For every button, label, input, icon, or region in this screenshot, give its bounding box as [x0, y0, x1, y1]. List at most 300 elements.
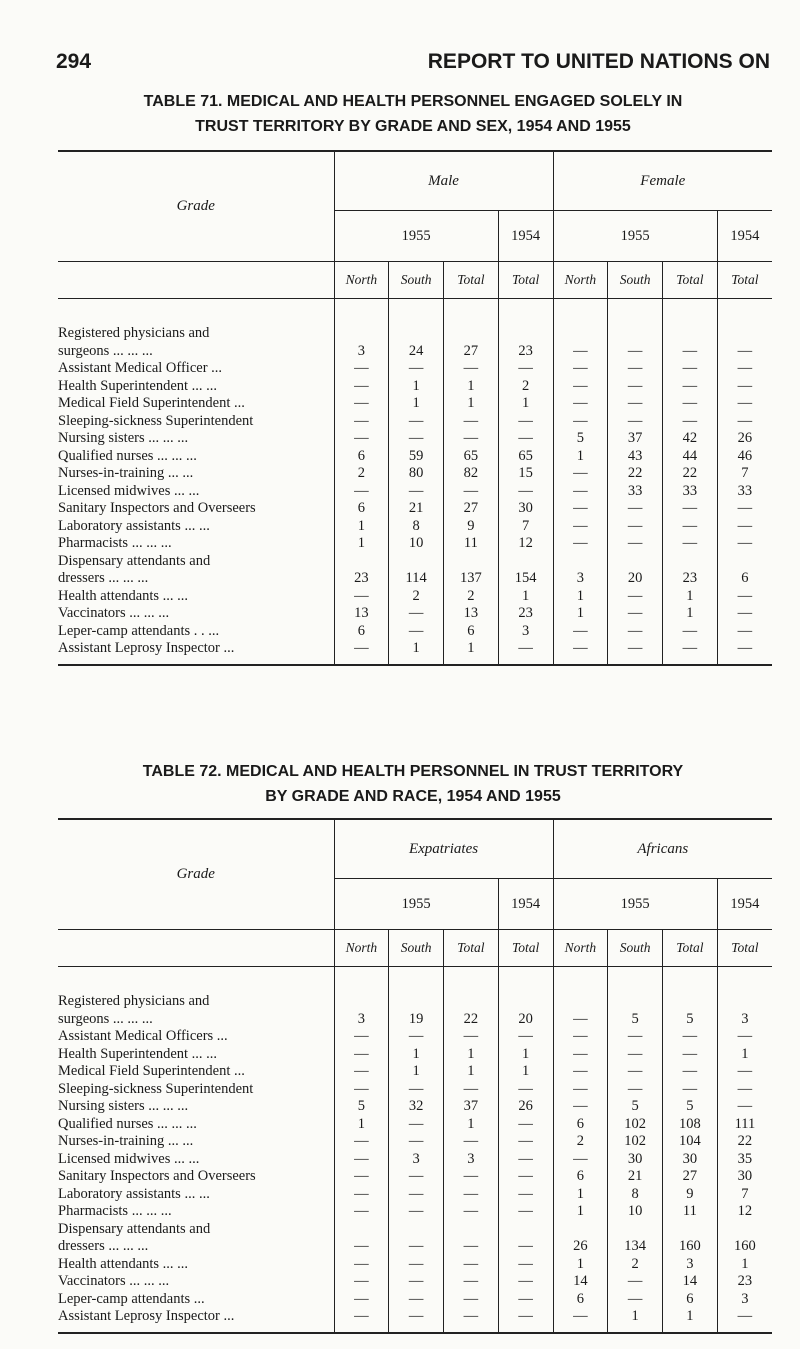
table-row [58, 1028, 772, 1046]
value-cell-total-1954: — [498, 1168, 553, 1186]
grade-label: Leper-camp attendants ... [58, 1290, 205, 1307]
value-cell-north-1955: 1 [334, 535, 389, 553]
value-cell-north-1955-b: 1 [553, 1203, 608, 1221]
grade-label: Health Superintendent ... ... [58, 377, 218, 394]
table-row [58, 1308, 772, 1333]
value-cell-total-1954-b: 22 [717, 1133, 772, 1151]
value-cell-north-1955-b: — [553, 518, 608, 536]
value-cell-total-1954: — [498, 1028, 553, 1046]
table-72-title-line-2: BY GRADE AND RACE, 1954 AND 1955 [265, 788, 561, 805]
value-cell-total-1955-b: 33 [663, 483, 718, 501]
value-cell-south-1955-b: — [608, 623, 663, 641]
value-cell-total-1955: — [444, 1256, 499, 1274]
value-cell-south-1955-b: — [608, 1081, 663, 1099]
table-row [58, 465, 772, 483]
value-cell-north-1955-b [553, 993, 608, 1011]
grade-label: Laboratory assistants ... ... [58, 1185, 210, 1202]
value-cell-north-1955-b: 3 [553, 570, 608, 588]
value-cell-total-1955-b: — [663, 395, 718, 413]
male-north-header: North [334, 262, 389, 299]
value-cell-south-1955: 3 [389, 1151, 444, 1169]
value-cell-south-1955: 1 [389, 378, 444, 396]
value-cell-total-1955: 27 [444, 500, 499, 518]
value-cell-total-1955: — [444, 1308, 499, 1333]
value-cell-south-1955: — [389, 623, 444, 641]
spacer-cell [498, 299, 553, 326]
value-cell-north-1955: — [334, 1203, 389, 1221]
value-cell-total-1954-b: 3 [717, 1011, 772, 1029]
spacer-cell [58, 299, 334, 326]
value-cell-north-1955-b: 1 [553, 448, 608, 466]
value-cell-total-1955-b: — [663, 343, 718, 361]
value-cell-north-1955: — [334, 1081, 389, 1099]
value-cell-total-1955-b: 42 [663, 430, 718, 448]
value-cell-north-1955: — [334, 1168, 389, 1186]
value-cell-total-1954-b: — [717, 518, 772, 536]
value-cell-total-1955-b: 27 [663, 1168, 718, 1186]
table-row [58, 1256, 772, 1274]
value-cell-north-1955-b: — [553, 395, 608, 413]
africans-total-1954-header: Total [717, 930, 772, 967]
table-row [58, 588, 772, 606]
value-cell-south-1955-b: — [608, 1063, 663, 1081]
value-cell-south-1955-b: 10 [608, 1203, 663, 1221]
value-cell-south-1955-b: — [608, 605, 663, 623]
table-71-title-line-1: TABLE 71. MEDICAL AND HEALTH PERSONNEL ENGAGED SOLELY IN [143, 93, 683, 110]
value-cell-south-1955-b: — [608, 588, 663, 606]
value-cell-south-1955 [389, 993, 444, 1011]
value-cell-total-1955: 1 [444, 395, 499, 413]
value-cell-total-1955-b: — [663, 1081, 718, 1099]
value-cell-total-1955-b: 5 [663, 1098, 718, 1116]
value-cell-north-1955-b: — [553, 378, 608, 396]
grade-label: Assistant Leprosy Inspector ... [58, 1308, 334, 1333]
value-cell-south-1955: — [389, 1028, 444, 1046]
value-cell-south-1955-b [608, 1221, 663, 1239]
value-cell-total-1955: 37 [444, 1098, 499, 1116]
grade-column-header: Grade [58, 151, 334, 262]
table-row [58, 1063, 772, 1081]
value-cell-north-1955: — [334, 378, 389, 396]
value-cell-total-1954: 1 [498, 395, 553, 413]
table-row [58, 343, 772, 361]
value-cell-total-1954: — [498, 1151, 553, 1169]
value-cell-total-1955-b: 1 [663, 1308, 718, 1333]
value-cell-south-1955-b: 102 [608, 1116, 663, 1134]
value-cell-total-1955: 27 [444, 343, 499, 361]
value-cell-total-1954: — [498, 640, 553, 665]
value-cell-total-1955: 1 [444, 1046, 499, 1064]
header-spacer-row [58, 299, 772, 326]
value-cell-total-1954-b: 23 [717, 1273, 772, 1291]
value-cell-total-1954-b: — [717, 1308, 772, 1333]
spacer-cell [334, 967, 389, 994]
value-cell-north-1955: — [334, 395, 389, 413]
table-row [58, 1168, 772, 1186]
grade-label: Sleeping-sickness Superintendent [58, 412, 254, 429]
value-cell-north-1955 [334, 325, 389, 343]
table-72-title [56, 759, 770, 809]
value-cell-total-1955-b: 6 [663, 1291, 718, 1309]
africans-year-1954-header: 1954 [717, 879, 772, 930]
value-cell-south-1955-b [608, 325, 663, 343]
value-cell-south-1955-b: 5 [608, 1011, 663, 1029]
spacer-cell [389, 299, 444, 326]
value-cell-north-1955-b [553, 325, 608, 343]
value-cell-south-1955: — [389, 605, 444, 623]
male-total-1954-header: Total [498, 262, 553, 299]
value-cell-total-1954-b: 111 [717, 1116, 772, 1134]
value-cell-north-1955: — [334, 640, 389, 665]
table-row [58, 993, 772, 1011]
value-cell-total-1955-b: — [663, 640, 718, 665]
value-cell-north-1955-b: — [553, 1046, 608, 1064]
value-cell-south-1955-b: — [608, 535, 663, 553]
value-cell-south-1955-b: 43 [608, 448, 663, 466]
value-cell-north-1955-b: — [553, 413, 608, 431]
value-cell-total-1955: — [444, 360, 499, 378]
grade-label: Sanitary Inspectors and Overseers [58, 1168, 256, 1184]
grade-label: Licensed midwives ... ... [58, 482, 200, 499]
value-cell-total-1954: 3 [498, 623, 553, 641]
value-cell-total-1955-b: — [663, 623, 718, 641]
value-cell-total-1955-b: 1 [663, 588, 718, 606]
grade-subheader-blank [58, 930, 334, 967]
table-row [58, 360, 772, 378]
africans-north-header: North [553, 930, 608, 967]
male-group-header: Male [334, 151, 553, 211]
value-cell-total-1955: — [444, 1273, 499, 1291]
value-cell-south-1955-b: — [608, 1291, 663, 1309]
value-cell-total-1955: 1 [444, 1063, 499, 1081]
spacer-cell [553, 299, 608, 326]
value-cell-north-1955-b: — [553, 343, 608, 361]
grade-label: Nursing sisters ... ... ... [58, 430, 189, 446]
value-cell-north-1955-b: — [553, 1028, 608, 1046]
value-cell-total-1954-b: — [717, 605, 772, 623]
value-cell-north-1955-b: 6 [553, 1291, 608, 1309]
value-cell-total-1954: — [498, 1273, 553, 1291]
value-cell-north-1955-b: — [553, 1011, 608, 1029]
value-cell-south-1955: 114 [389, 570, 444, 588]
value-cell-north-1955: — [334, 1238, 389, 1256]
value-cell-south-1955: 1 [389, 1046, 444, 1064]
value-cell-south-1955 [389, 1221, 444, 1239]
grade-label: Registered physicians and [58, 993, 210, 1009]
spacer-cell [608, 967, 663, 994]
table-row [58, 413, 772, 431]
value-cell-south-1955-b: 134 [608, 1238, 663, 1256]
value-cell-total-1954: 65 [498, 448, 553, 466]
value-cell-south-1955-b: 33 [608, 483, 663, 501]
value-cell-north-1955-b: — [553, 360, 608, 378]
female-total-1954-header: Total [717, 262, 772, 299]
spacer-cell [334, 299, 389, 326]
value-cell-total-1955: 1 [444, 640, 499, 665]
grade-label: Assistant Leprosy Inspector ... [58, 640, 334, 665]
value-cell-south-1955-b: — [608, 395, 663, 413]
value-cell-north-1955-b [553, 1221, 608, 1239]
value-cell-total-1954: — [498, 360, 553, 378]
value-cell-south-1955: — [389, 360, 444, 378]
value-cell-total-1955-b [663, 993, 718, 1011]
value-cell-total-1954: 12 [498, 535, 553, 553]
value-cell-total-1954-b: 1 [717, 1256, 772, 1274]
value-cell-total-1954: 20 [498, 1011, 553, 1029]
value-cell-south-1955: 19 [389, 1011, 444, 1029]
value-cell-north-1955: 6 [334, 448, 389, 466]
value-cell-north-1955: 6 [334, 623, 389, 641]
table-71-body [58, 299, 772, 665]
grade-label: Health attendants ... ... [58, 587, 189, 604]
value-cell-north-1955 [334, 553, 389, 571]
value-cell-south-1955 [389, 325, 444, 343]
value-cell-total-1955: — [444, 1028, 499, 1046]
value-cell-total-1955-b: 14 [663, 1273, 718, 1291]
value-cell-total-1954-b [717, 1221, 772, 1239]
table-row [58, 1046, 772, 1064]
value-cell-north-1955-b: — [553, 1308, 608, 1333]
spacer-cell [444, 967, 499, 994]
value-cell-total-1954: — [498, 413, 553, 431]
male-year-1954-header: 1954 [498, 211, 553, 262]
africans-total-1955-header: Total [663, 930, 718, 967]
value-cell-south-1955: 59 [389, 448, 444, 466]
grade-label: surgeons ... ... ... [58, 342, 153, 359]
value-cell-total-1954-b: — [717, 500, 772, 518]
value-cell-south-1955: — [389, 1168, 444, 1186]
female-year-1954-header: 1954 [717, 211, 772, 262]
value-cell-north-1955-b: 1 [553, 605, 608, 623]
value-cell-south-1955: 10 [389, 535, 444, 553]
value-cell-total-1954-b: 160 [717, 1238, 772, 1256]
value-cell-north-1955: — [334, 430, 389, 448]
value-cell-total-1955: 137 [444, 570, 499, 588]
value-cell-south-1955-b: — [608, 500, 663, 518]
value-cell-total-1955-b: — [663, 413, 718, 431]
value-cell-south-1955-b: 20 [608, 570, 663, 588]
female-south-header: South [608, 262, 663, 299]
value-cell-north-1955-b: 2 [553, 1133, 608, 1151]
value-cell-north-1955 [334, 1221, 389, 1239]
value-cell-total-1954 [498, 325, 553, 343]
table-row [58, 1081, 772, 1099]
value-cell-total-1955: — [444, 1186, 499, 1204]
value-cell-south-1955-b: — [608, 343, 663, 361]
value-cell-south-1955: — [389, 430, 444, 448]
expatriates-year-1955-header: 1955 [334, 879, 498, 930]
value-cell-total-1954: — [498, 430, 553, 448]
value-cell-total-1954-b: — [717, 1098, 772, 1116]
expatriates-year-1954-header: 1954 [498, 879, 553, 930]
value-cell-total-1955-b [663, 1221, 718, 1239]
africans-south-header: South [608, 930, 663, 967]
value-cell-total-1954-b: — [717, 535, 772, 553]
value-cell-north-1955: — [334, 1291, 389, 1309]
value-cell-south-1955: — [389, 1256, 444, 1274]
value-cell-north-1955: 13 [334, 605, 389, 623]
table-72-title-line-1: TABLE 72. MEDICAL AND HEALTH PERSONNEL IN TRUST TERRITORY [142, 763, 684, 780]
value-cell-total-1954: — [498, 1081, 553, 1099]
value-cell-total-1955: — [444, 1081, 499, 1099]
value-cell-total-1955 [444, 1221, 499, 1239]
value-cell-north-1955-b: — [553, 640, 608, 665]
value-cell-total-1954: — [498, 1203, 553, 1221]
value-cell-south-1955: — [389, 1116, 444, 1134]
value-cell-total-1955-b: 1 [663, 605, 718, 623]
value-cell-total-1954: — [498, 1308, 553, 1333]
value-cell-north-1955 [334, 993, 389, 1011]
grade-label: Medical Field Superintendent ... [58, 1063, 245, 1079]
grade-label: Health attendants ... ... [58, 1255, 189, 1272]
male-year-1955-header: 1955 [334, 211, 498, 262]
header-spacer-row [58, 967, 772, 994]
value-cell-total-1955: 2 [444, 588, 499, 606]
value-cell-total-1954-b: 7 [717, 1186, 772, 1204]
value-cell-south-1955-b: — [608, 1028, 663, 1046]
value-cell-total-1954-b: 46 [717, 448, 772, 466]
value-cell-total-1954-b: — [717, 1081, 772, 1099]
value-cell-total-1955-b: — [663, 500, 718, 518]
value-cell-north-1955: 1 [334, 1116, 389, 1134]
value-cell-north-1955: — [334, 1256, 389, 1274]
table-row [58, 1291, 772, 1309]
value-cell-south-1955: — [389, 1081, 444, 1099]
value-cell-north-1955: 1 [334, 518, 389, 536]
grade-label: Qualified nurses ... ... ... [58, 447, 197, 464]
expatriates-group-header: Expatriates [334, 819, 553, 879]
value-cell-south-1955 [389, 553, 444, 571]
value-cell-total-1955: — [444, 1133, 499, 1151]
value-cell-north-1955-b: 5 [553, 430, 608, 448]
value-cell-south-1955: 21 [389, 500, 444, 518]
grade-label: Assistant Medical Officer ... [58, 360, 223, 376]
value-cell-north-1955: — [334, 588, 389, 606]
value-cell-south-1955-b: 8 [608, 1186, 663, 1204]
value-cell-total-1954-b: 3 [717, 1291, 772, 1309]
value-cell-total-1954-b: — [717, 588, 772, 606]
page-number: 294 [56, 50, 92, 73]
value-cell-total-1954-b: — [717, 395, 772, 413]
value-cell-south-1955: 80 [389, 465, 444, 483]
value-cell-total-1955: — [444, 1203, 499, 1221]
value-cell-total-1955-b: 44 [663, 448, 718, 466]
table-row [58, 1273, 772, 1291]
value-cell-total-1954-b [717, 993, 772, 1011]
value-cell-total-1954-b: — [717, 413, 772, 431]
grade-label: dressers ... ... ... [58, 1238, 149, 1254]
value-cell-total-1955: — [444, 1168, 499, 1186]
value-cell-south-1955-b: 1 [608, 1308, 663, 1333]
value-cell-total-1955-b: 108 [663, 1116, 718, 1134]
value-cell-north-1955-b: — [553, 483, 608, 501]
value-cell-total-1954: — [498, 1291, 553, 1309]
expatriates-north-header: North [334, 930, 389, 967]
value-cell-total-1954: — [498, 1133, 553, 1151]
value-cell-total-1954-b [717, 325, 772, 343]
value-cell-south-1955: 1 [389, 395, 444, 413]
female-north-header: North [553, 262, 608, 299]
table-row [58, 1186, 772, 1204]
value-cell-total-1955-b: — [663, 535, 718, 553]
spacer-cell [717, 967, 772, 994]
table-row [58, 1221, 772, 1239]
grade-label: Laboratory assistants ... ... [58, 517, 210, 534]
grade-label: Licensed midwives ... ... [58, 1150, 200, 1167]
value-cell-total-1954: — [498, 1238, 553, 1256]
value-cell-north-1955: — [334, 1046, 389, 1064]
value-cell-north-1955-b: 6 [553, 1168, 608, 1186]
spacer-cell [444, 299, 499, 326]
value-cell-south-1955: 1 [389, 1063, 444, 1081]
table-row [58, 1098, 772, 1116]
value-cell-total-1955-b: 22 [663, 465, 718, 483]
value-cell-total-1955 [444, 553, 499, 571]
grade-label: Sanitary Inspectors and Overseers [58, 500, 256, 516]
value-cell-total-1955-b: 30 [663, 1151, 718, 1169]
value-cell-north-1955-b: 1 [553, 1256, 608, 1274]
table-row [58, 500, 772, 518]
table-row [58, 395, 772, 413]
grade-label: Medical Field Superintendent ... [58, 395, 245, 411]
value-cell-south-1955: 24 [389, 343, 444, 361]
value-cell-south-1955-b: 21 [608, 1168, 663, 1186]
expatriates-total-1955-header: Total [444, 930, 499, 967]
value-cell-south-1955-b: 102 [608, 1133, 663, 1151]
female-group-header: Female [553, 151, 772, 211]
expatriates-total-1954-header: Total [498, 930, 553, 967]
value-cell-north-1955-b: — [553, 623, 608, 641]
value-cell-north-1955-b: — [553, 465, 608, 483]
table-row [58, 535, 772, 553]
table-row [58, 483, 772, 501]
value-cell-north-1955: 5 [334, 1098, 389, 1116]
table-row [58, 518, 772, 536]
value-cell-total-1955: 3 [444, 1151, 499, 1169]
table-row [58, 570, 772, 588]
value-cell-total-1955: — [444, 483, 499, 501]
value-cell-total-1955: 65 [444, 448, 499, 466]
value-cell-total-1954-b: 7 [717, 465, 772, 483]
value-cell-north-1955: — [334, 360, 389, 378]
value-cell-south-1955-b: — [608, 378, 663, 396]
table-row [58, 430, 772, 448]
female-year-1955-header: 1955 [553, 211, 717, 262]
value-cell-total-1954: — [498, 1256, 553, 1274]
value-cell-south-1955-b: — [608, 1046, 663, 1064]
table-72-body [58, 967, 772, 1333]
value-cell-total-1955-b: — [663, 518, 718, 536]
value-cell-total-1955-b: 9 [663, 1186, 718, 1204]
value-cell-south-1955: — [389, 1186, 444, 1204]
value-cell-north-1955-b: 1 [553, 588, 608, 606]
value-cell-total-1955-b: 11 [663, 1203, 718, 1221]
value-cell-north-1955: — [334, 1063, 389, 1081]
africans-year-1955-header: 1955 [553, 879, 717, 930]
grade-label: Assistant Medical Officers ... [58, 1028, 228, 1044]
value-cell-south-1955-b: 2 [608, 1256, 663, 1274]
value-cell-total-1954: 1 [498, 588, 553, 606]
value-cell-south-1955: — [389, 1308, 444, 1333]
value-cell-south-1955: — [389, 1238, 444, 1256]
value-cell-total-1955-b: 5 [663, 1011, 718, 1029]
value-cell-total-1955-b: 3 [663, 1256, 718, 1274]
value-cell-south-1955-b: 30 [608, 1151, 663, 1169]
value-cell-north-1955-b: — [553, 1063, 608, 1081]
value-cell-total-1954-b: — [717, 378, 772, 396]
table-71-title [56, 89, 770, 139]
table-row [58, 623, 772, 641]
